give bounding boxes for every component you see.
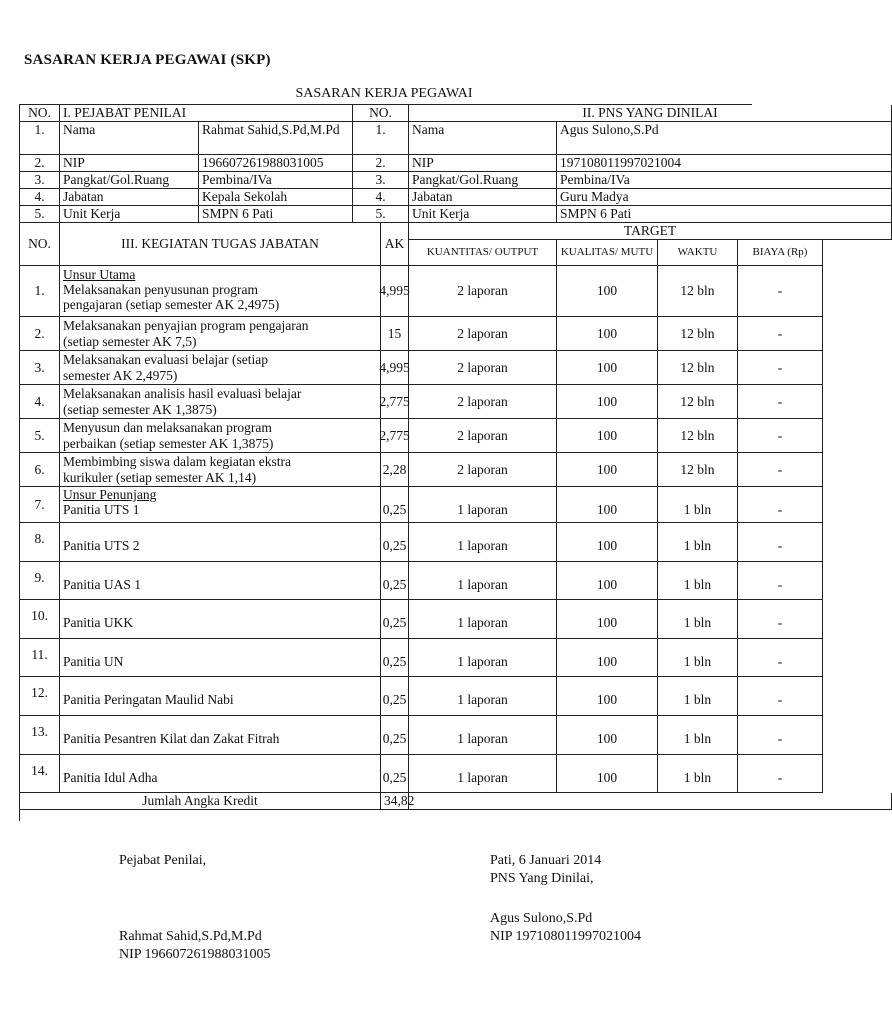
task-kuantitas: 1 laporan (409, 562, 557, 600)
task-kuantitas: 2 laporan (409, 266, 557, 317)
task-biaya: - (738, 487, 823, 523)
task-kuantitas: 1 laporan (409, 716, 557, 755)
task-kuantitas: 1 laporan (409, 523, 557, 562)
task-no: 6. (20, 453, 60, 487)
task-waktu: 12 bln (658, 419, 738, 453)
section-unsur-penunjang: Unsur Penunjang (63, 487, 157, 502)
identity-label: Unit Kerja (60, 206, 199, 223)
task-no: 8. (20, 523, 60, 562)
header-no-right: NO. (353, 105, 409, 122)
penilai-pangkat: Pembina/IVa (199, 172, 353, 189)
task-biaya: - (738, 562, 823, 600)
task-kualitas: 100 (557, 716, 658, 755)
signature-right-role: PNS Yang Dinilai, (490, 871, 594, 886)
task-biaya: - (738, 677, 823, 716)
task-ak: 0,25 (381, 523, 409, 562)
task-biaya: - (738, 317, 823, 351)
task-kegiatan: Panitia UN (60, 639, 381, 677)
task-waktu: 12 bln (658, 266, 738, 317)
task-ak: 0,25 (381, 716, 409, 755)
task-kuantitas: 1 laporan (409, 487, 557, 523)
task-no: 13. (20, 716, 60, 755)
task-biaya: - (738, 351, 823, 385)
penilai-jabatan: Kepala Sekolah (199, 189, 353, 206)
task-kuantitas: 2 laporan (409, 317, 557, 351)
header-pejabat-penilai: I. PEJABAT PENILAI (60, 105, 353, 122)
identity-no: 4. (353, 189, 409, 206)
tasks-header-no: NO. (20, 223, 60, 266)
task-kuantitas: 2 laporan (409, 453, 557, 487)
identity-no: 3. (20, 172, 60, 189)
identity-label: Pangkat/Gol.Ruang (409, 172, 557, 189)
task-no: 11. (20, 639, 60, 677)
task-kualitas: 100 (557, 487, 658, 523)
task-kualitas: 100 (557, 266, 658, 317)
task-biaya: - (738, 716, 823, 755)
task-no: 14. (20, 755, 60, 793)
task-kegiatan: Membimbing siswa dalam kegiatan ekstra kurikuler (setiap semester AK 1,14) (60, 453, 381, 487)
task-kuantitas: 1 laporan (409, 639, 557, 677)
task-kualitas: 100 (557, 677, 658, 716)
task-kualitas: 100 (557, 419, 658, 453)
task-no: 9. (20, 562, 60, 600)
dinilai-nip: 197108011997021004 (557, 155, 892, 172)
task-no: 3. (20, 351, 60, 385)
dinilai-pangkat: Pembina/IVa (557, 172, 892, 189)
task-kegiatan: Menyusun dan melaksanakan program perbaikan (setiap semester AK 1,3875) (60, 419, 381, 453)
task-kualitas: 100 (557, 453, 658, 487)
task-waktu: 1 bln (658, 600, 738, 639)
task-no: 7. (20, 487, 60, 523)
identity-label: Nama (409, 122, 557, 155)
identity-no: 4. (20, 189, 60, 206)
dinilai-nama: Agus Sulono,S.Pd (557, 122, 892, 155)
tasks-header-ak: AK (381, 223, 409, 266)
identity-label: Jabatan (60, 189, 199, 206)
task-waktu: 12 bln (658, 385, 738, 419)
identity-label: Jabatan (409, 189, 557, 206)
task-waktu: 12 bln (658, 317, 738, 351)
task-ak: 0,25 (381, 600, 409, 639)
task-kegiatan: Panitia Peringatan Maulid Nabi (60, 677, 381, 716)
task-kegiatan: Panitia UKK (60, 600, 381, 639)
signature-right-date: Pati, 6 Januari 2014 (490, 853, 602, 868)
task-biaya: - (738, 453, 823, 487)
identity-no: 2. (353, 155, 409, 172)
task-ak: 2,775 (381, 419, 409, 453)
task-biaya: - (738, 755, 823, 793)
penilai-unit-kerja: SMPN 6 Pati (199, 206, 353, 223)
task-no: 2. (20, 317, 60, 351)
identity-no: 2. (20, 155, 60, 172)
signature-right (490, 852, 641, 946)
task-ak: 0,25 (381, 562, 409, 600)
task-kualitas: 100 (557, 351, 658, 385)
task-kuantitas: 1 laporan (409, 600, 557, 639)
task-ak: 0,25 (381, 487, 409, 523)
dinilai-jabatan: Guru Madya (557, 189, 892, 206)
task-kualitas: 100 (557, 600, 658, 639)
task-waktu: 1 bln (658, 716, 738, 755)
dinilai-unit-kerja: SMPN 6 Pati (557, 206, 892, 223)
identity-label: Pangkat/Gol.Ruang (60, 172, 199, 189)
task-kualitas: 100 (557, 317, 658, 351)
task-biaya: - (738, 523, 823, 562)
table-caption: SASARAN KERJA PEGAWAI (295, 86, 473, 101)
tasks-header-biaya: BIAYA (Rp) (738, 240, 823, 266)
task-ak: 0,25 (381, 677, 409, 716)
task-ak: 2,775 (381, 385, 409, 419)
document-title: SASARAN KERJA PEGAWAI (SKP) (24, 52, 271, 68)
task-no: 1. (20, 266, 60, 317)
identity-no: 5. (20, 206, 60, 223)
task-no: 10. (20, 600, 60, 639)
task-waktu: 12 bln (658, 453, 738, 487)
task-biaya: - (738, 600, 823, 639)
task-kegiatan: Melaksanakan evaluasi belajar (setiap semester AK 2,4975) (60, 351, 381, 385)
penilai-nama: Rahmat Sahid,S.Pd,M.Pd (199, 122, 353, 155)
header-pns-dinilai: II. PNS YANG DINILAI (409, 105, 892, 122)
task-waktu: 12 bln (658, 351, 738, 385)
total-value: 34,82 (381, 793, 409, 810)
task-biaya: - (738, 266, 823, 317)
signature-left-name: Rahmat Sahid,S.Pd,M.Pd (119, 929, 262, 944)
identity-no: 1. (20, 122, 60, 155)
task-ak: 15 (381, 317, 409, 351)
task-waktu: 1 bln (658, 562, 738, 600)
task-waktu: 1 bln (658, 487, 738, 523)
total-empty (409, 793, 892, 810)
task-no: 4. (20, 385, 60, 419)
signature-left (119, 852, 271, 964)
signature-right-nip: NIP 197108011997021004 (490, 929, 642, 944)
tasks-header-waktu: WAKTU (658, 240, 738, 266)
total-label: Jumlah Angka Kredit (20, 793, 381, 810)
task-kegiatan: Panitia UTS 2 (60, 523, 381, 562)
identity-label: NIP (409, 155, 557, 172)
header-no-left: NO. (20, 105, 60, 122)
task-biaya: - (738, 419, 823, 453)
identity-no: 1. (353, 122, 409, 155)
tasks-header-kualitas: KUALITAS/ MUTU (557, 240, 658, 266)
task-kuantitas: 1 laporan (409, 677, 557, 716)
task-kualitas: 100 (557, 755, 658, 793)
signature-left-role: Pejabat Penilai, (119, 853, 207, 868)
task-kegiatan: Panitia UAS 1 (60, 562, 381, 600)
signature-left-nip: NIP 196607261988031005 (119, 947, 271, 962)
task-kualitas: 100 (557, 385, 658, 419)
task-kegiatan: Panitia Idul Adha (60, 755, 381, 793)
task-no: 5. (20, 419, 60, 453)
penilai-nip: 196607261988031005 (199, 155, 353, 172)
task-kualitas: 100 (557, 562, 658, 600)
tasks-header-kegiatan: III. KEGIATAN TUGAS JABATAN (60, 223, 381, 266)
task-waktu: 1 bln (658, 523, 738, 562)
task-no: 12. (20, 677, 60, 716)
skp-table (19, 104, 808, 821)
task-kegiatan: Panitia Pesantren Kilat dan Zakat Fitrah (60, 716, 381, 755)
signature-right-name: Agus Sulono,S.Pd (490, 911, 593, 926)
tasks-header-kuantitas: KUANTITAS/ OUTPUT (409, 240, 557, 266)
task-biaya: - (738, 385, 823, 419)
identity-no: 3. (353, 172, 409, 189)
task-biaya: - (738, 639, 823, 677)
identity-label: Unit Kerja (409, 206, 557, 223)
task-ak: 2,28 (381, 453, 409, 487)
task-waktu: 1 bln (658, 639, 738, 677)
task-ak: 0,25 (381, 755, 409, 793)
task-ak: 0,25 (381, 639, 409, 677)
task-waktu: 1 bln (658, 677, 738, 716)
task-kegiatan: Melaksanakan penyusunan program pengajaran (setiap semester AK 2,4975) (63, 282, 280, 313)
task-kegiatan: Melaksanakan analisis hasil evaluasi belajar (setiap semester AK 1,3875) (60, 385, 381, 419)
task-kuantitas: 2 laporan (409, 385, 557, 419)
task-kuantitas: 1 laporan (409, 755, 557, 793)
identity-label: NIP (60, 155, 199, 172)
task-kuantitas: 2 laporan (409, 419, 557, 453)
tasks-header-target: TARGET (409, 223, 892, 240)
task-ak: 4,995 (381, 351, 409, 385)
task-kegiatan: Melaksanakan penyajian program pengajaran (setiap semester AK 7,5) (60, 317, 381, 351)
task-ak: 4,995 (381, 266, 409, 317)
identity-no: 5. (353, 206, 409, 223)
task-kegiatan-cell (60, 266, 381, 317)
task-kegiatan-cell (60, 487, 381, 523)
identity-label: Nama (60, 122, 199, 155)
task-kuantitas: 2 laporan (409, 351, 557, 385)
task-waktu: 1 bln (658, 755, 738, 793)
task-kualitas: 100 (557, 523, 658, 562)
section-unsur-utama: Unsur Utama (63, 267, 136, 282)
task-kualitas: 100 (557, 639, 658, 677)
task-kegiatan: Panitia UTS 1 (63, 502, 140, 518)
